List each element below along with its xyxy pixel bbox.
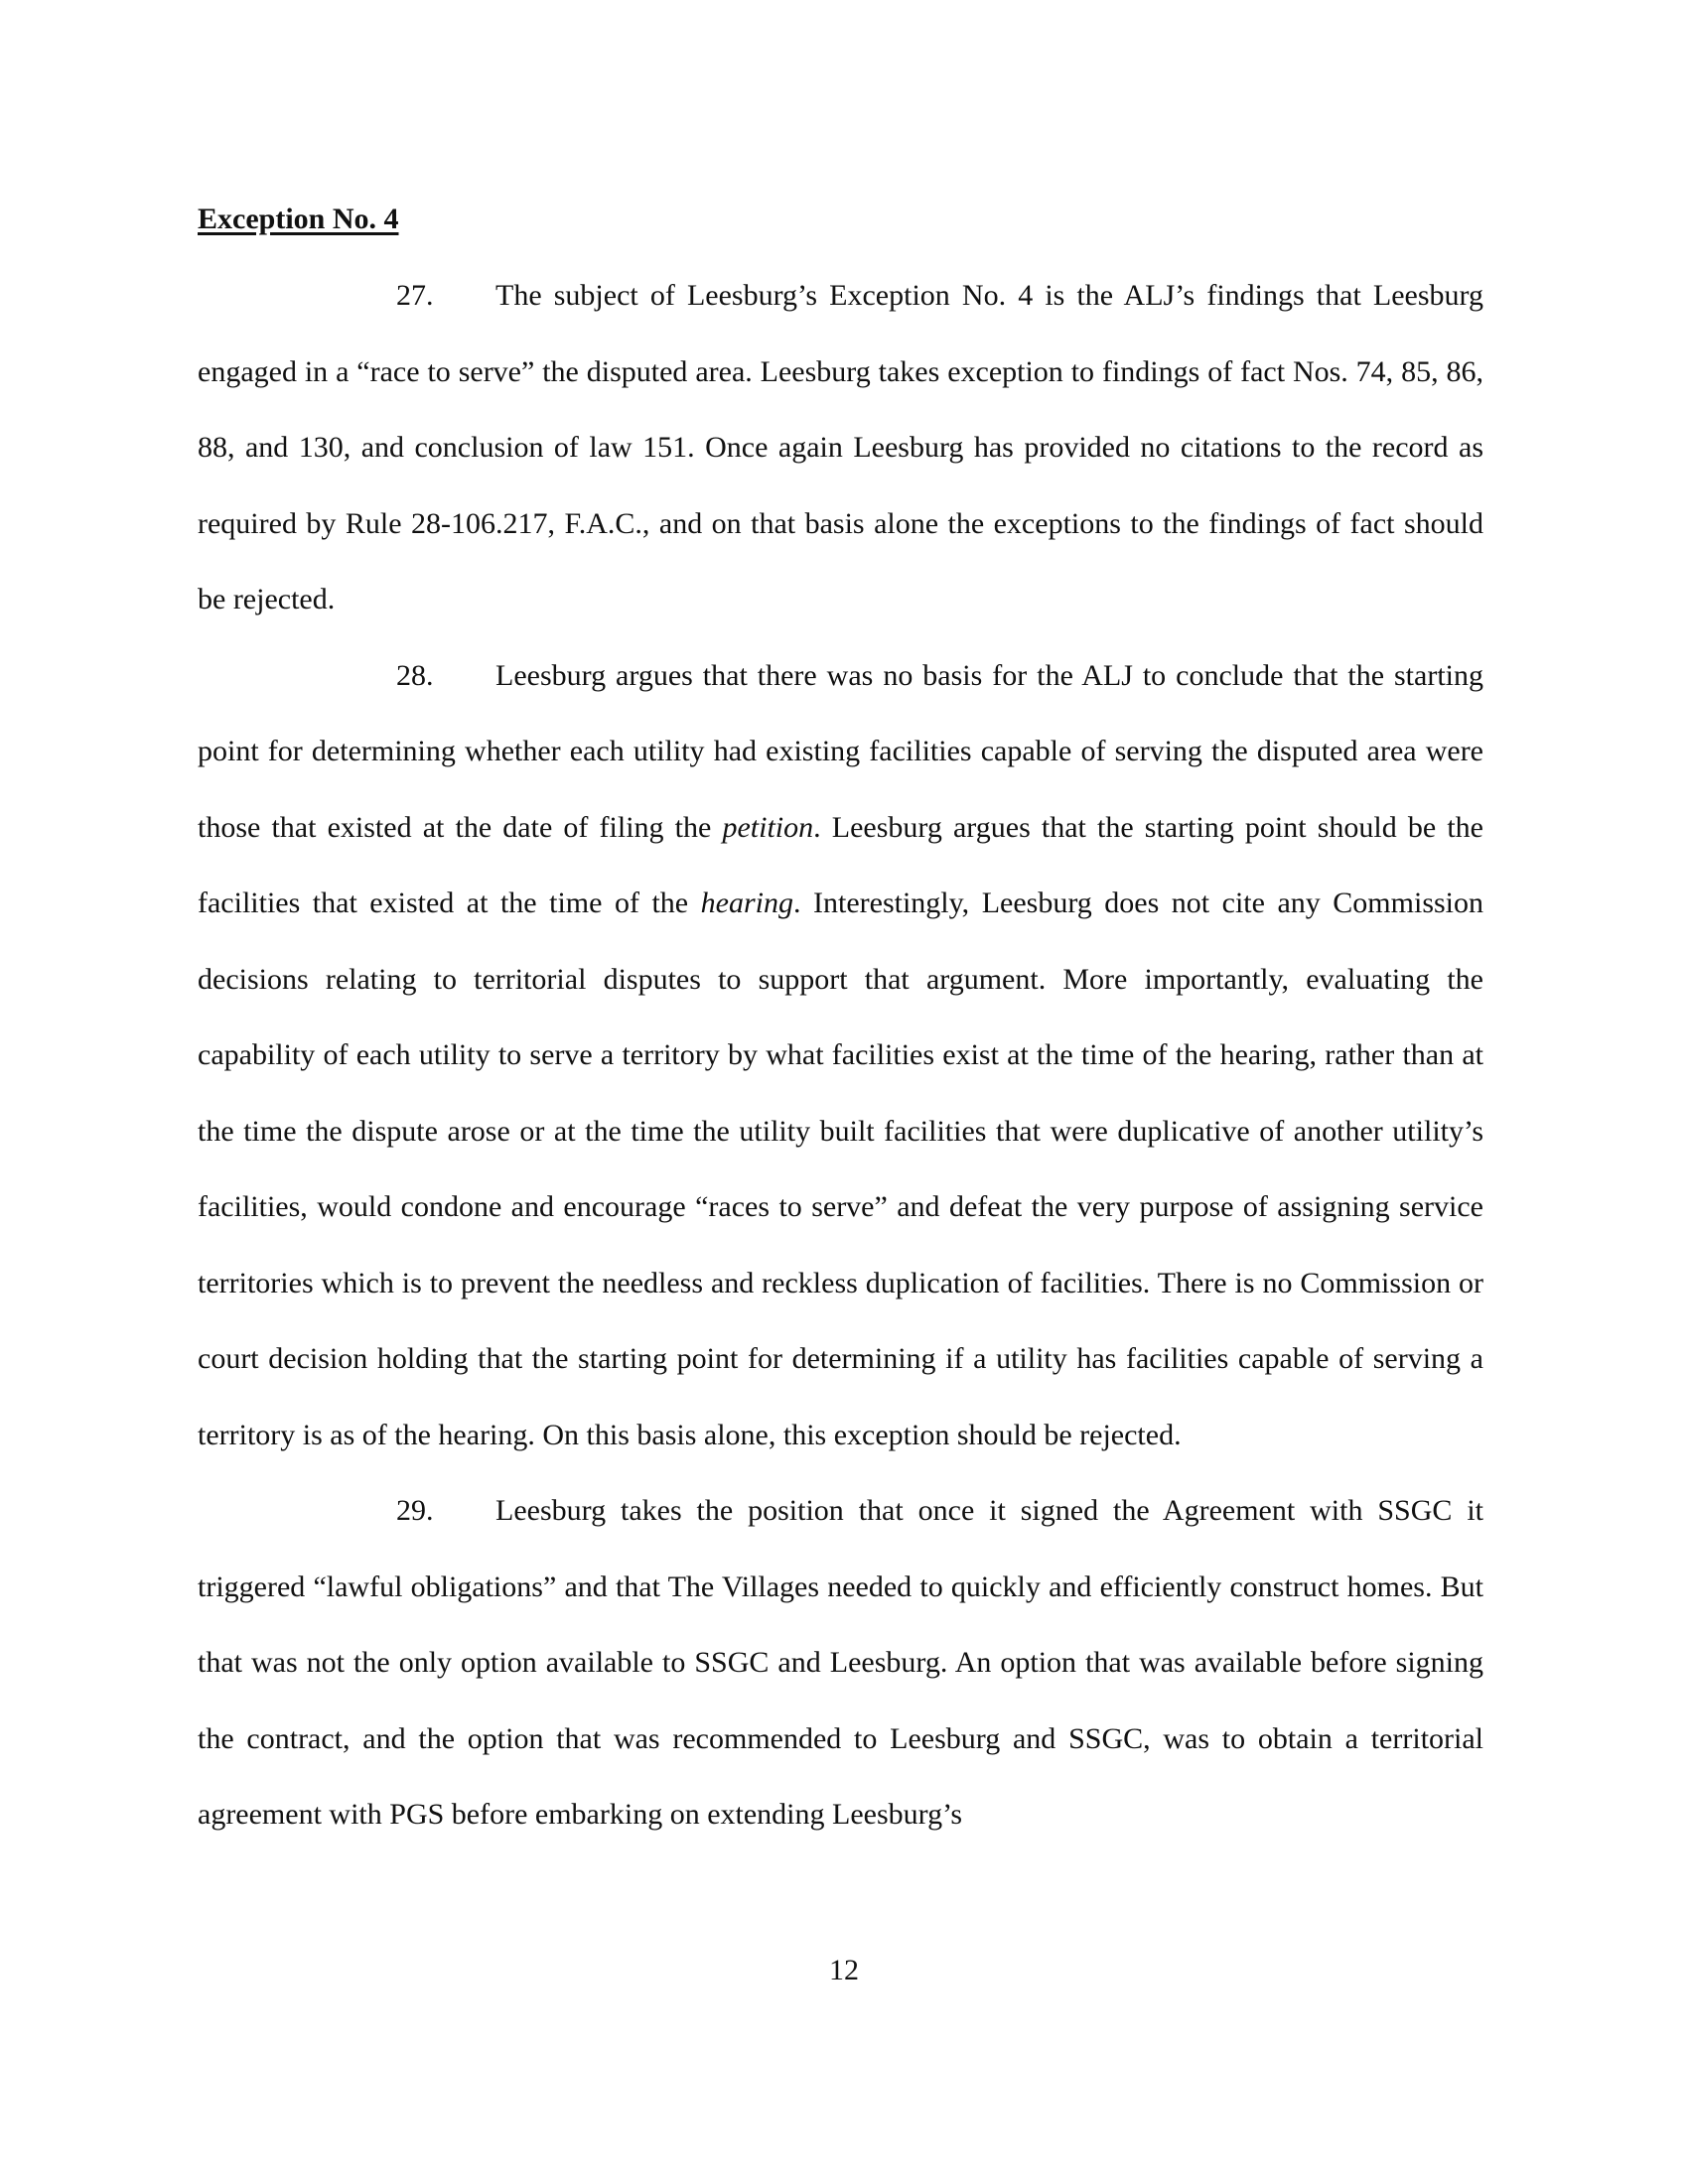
- paragraph-number: 28.: [396, 658, 434, 692]
- italic-term-petition: petition: [722, 810, 814, 844]
- page-number: 12: [829, 1954, 859, 1986]
- paragraph-28: [198, 638, 1483, 1474]
- paragraph-number: 29.: [396, 1494, 434, 1527]
- paragraph-29: [198, 1473, 1483, 1853]
- paragraph-number: 27.: [396, 279, 434, 312]
- section-heading: Exception No. 4: [198, 203, 399, 235]
- paragraph-27: [198, 258, 1483, 638]
- italic-term-hearing: hearing: [700, 887, 793, 919]
- paragraph-text: Leesburg takes the position that once it signed the Agreement with SSGC it triggered “lawful obligations” and that The Villages needed to quickly and efficiently construct homes. But that was not the only option available to SSGC and Leesburg. An option that was available before signing the contract, and the option that was recommended to Leesburg and SSGC, was to obtain a territorial agreement with PGS before embarking on extending Leesburg’s: [198, 1494, 1483, 1831]
- paragraph-text: Leesburg argues that there was no basis for the ALJ to conclude that the starting point for determining whether each utility had existing facilities capable of serving the disputed area were those that existed at the date of filing the: [198, 658, 1483, 844]
- paragraph-text: . Leesburg argues that the starting point should be the facilities that existed at the time of the: [198, 810, 1483, 919]
- document-body: [198, 195, 1483, 1853]
- paragraph-text: The subject of Leesburg’s Exception No. 4 is the ALJ’s findings that Leesburg engaged in a “race to serve” the disputed area. Leesburg takes exception to findings of fact Nos. 74, 85, 86, 88, and 130, and conclusion of law 151. Once again Leesburg has provided no citations to the record as required by Rule 28-106.217, F.A.C., and on that basis alone the exceptions to the findings of fact should be rejected.: [198, 279, 1483, 615]
- paragraph-text: . Interestingly, Leesburg does not cite any Commission decisions relating to territorial disputes to support that argument. More importantly, evaluating the capability of each utility to serve a territory by what facilities exist at the time of the hearing, rather than at the time the dispute arose or at the time the utility built facilities that were duplicative of another utility’s facilities, would condone and encourage “races to serve” and defeat the very purpose of assigning service territories which is to prevent the needless and reckless duplication of facilities. There is no Commission or court decision holding that the starting point for determining if a utility has facilities capable of serving a territory is as of the hearing. On this basis alone, this exception should be rejected.: [198, 887, 1483, 1451]
